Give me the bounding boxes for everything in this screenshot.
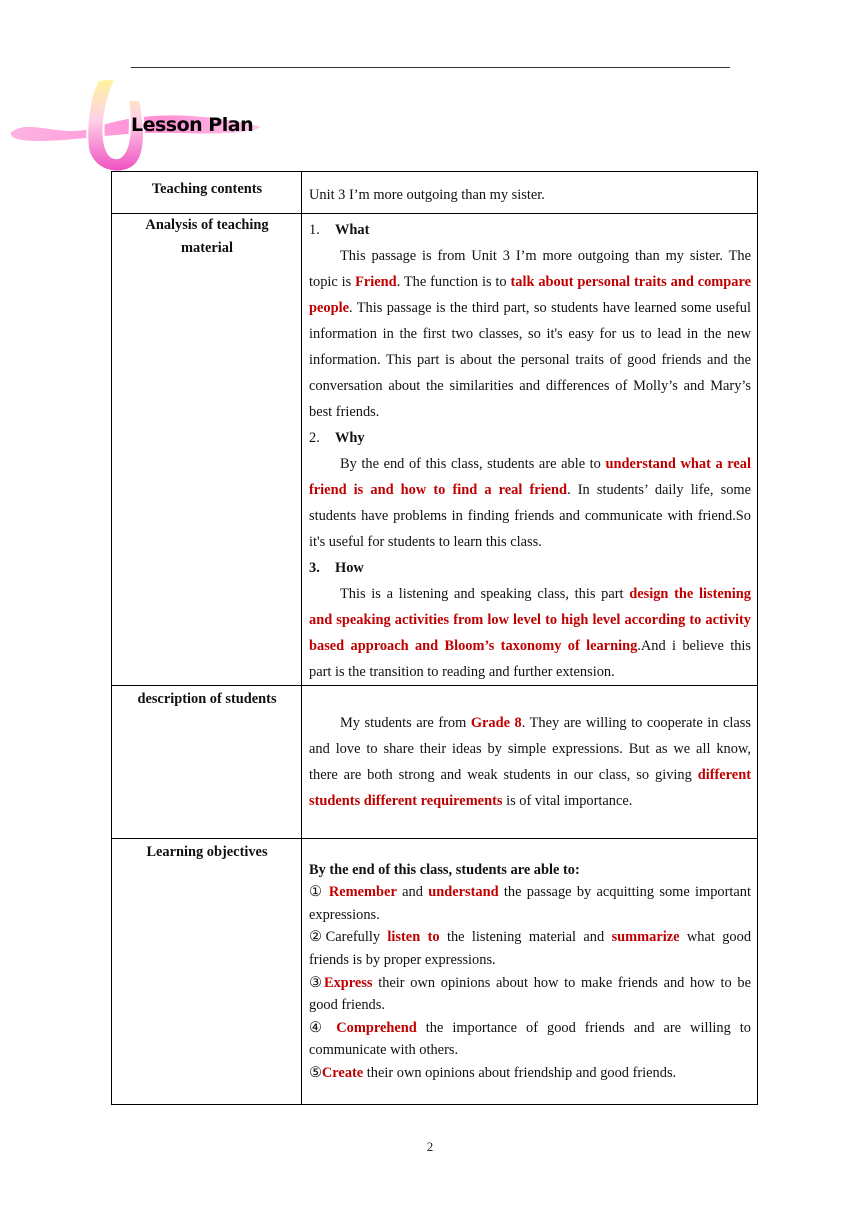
table-row-analysis — [112, 214, 758, 686]
objectives-intro: By the end of this class, students are able to: — [309, 861, 580, 878]
lesson-plan-table — [111, 171, 758, 1105]
table-row-objectives — [112, 839, 758, 1105]
objective-3: ③Express their own opinions about how to make friends and how to be good friends. — [309, 974, 751, 1014]
value-objectives — [302, 839, 758, 1105]
value-teaching-contents — [302, 172, 758, 214]
objective-1: ① Remember and understand the passage by acquitting some important expressions. — [309, 884, 751, 923]
students-description: My students are from Grade 8. They are willing to cooperate in class and love to share their ideas by simple expressions. But as we all know, there are both strong and weak students in our class, so giving different students different requirements is of vital importance. — [309, 715, 752, 809]
page-number: 2 — [426, 1139, 434, 1154]
objective-5: ⑤Create their own opinions about friendship and good friends. — [309, 1064, 677, 1081]
teaching-contents-text: Unit 3 I’m more outgoing than my sister. — [309, 187, 545, 203]
section-how-heading: 3. How — [309, 560, 364, 576]
objective-4: ④ Comprehend the importance of good friends and are willing to communicate with others. — [309, 1019, 752, 1059]
value-students — [302, 686, 758, 839]
value-analysis — [302, 214, 758, 686]
section-why-heading: 2. Why — [309, 430, 365, 446]
document-heading: Lesson Plan — [131, 114, 254, 136]
section-what-heading: 1. What — [309, 222, 370, 238]
label-students: description of students — [112, 686, 302, 839]
label-analysis: Analysis of teaching material — [112, 214, 302, 686]
section-how-body: This is a listening and speaking class, this part design the listening and speaking activities from low level to high level according to activity based approach and Bloom’s taxonomy of learning.And i believe this part is the transition to reading and further extension. — [309, 586, 751, 680]
objective-2: ②Carefully listen to the listening material and summarize what good friends is by proper expressions. — [309, 929, 752, 968]
table-row-students — [112, 686, 758, 839]
section-what-body: This passage is from Unit 3 I’m more outgoing than my sister. The topic is Friend. The function is to talk about personal traits and compare people. This passage is the third part, so students have learned some useful information in the first two classes, so it's easy for us to lead in the new information. This part is about the personal traits of good friends and the conversation about the similarities and differences of Molly’s and Mary’s best friends. — [309, 248, 751, 420]
table-row-teaching-contents — [112, 172, 758, 214]
label-teaching-contents: Teaching contents — [112, 172, 302, 214]
label-objectives: Learning objectives — [112, 839, 302, 1105]
section-why-body: By the end of this class, students are able to understand what a real friend is and how to find a real friend. In students’ daily life, some students have problems in finding friends and communicate with friend.So it's useful for students to learn this class. — [309, 456, 751, 550]
header-rule — [131, 67, 730, 68]
